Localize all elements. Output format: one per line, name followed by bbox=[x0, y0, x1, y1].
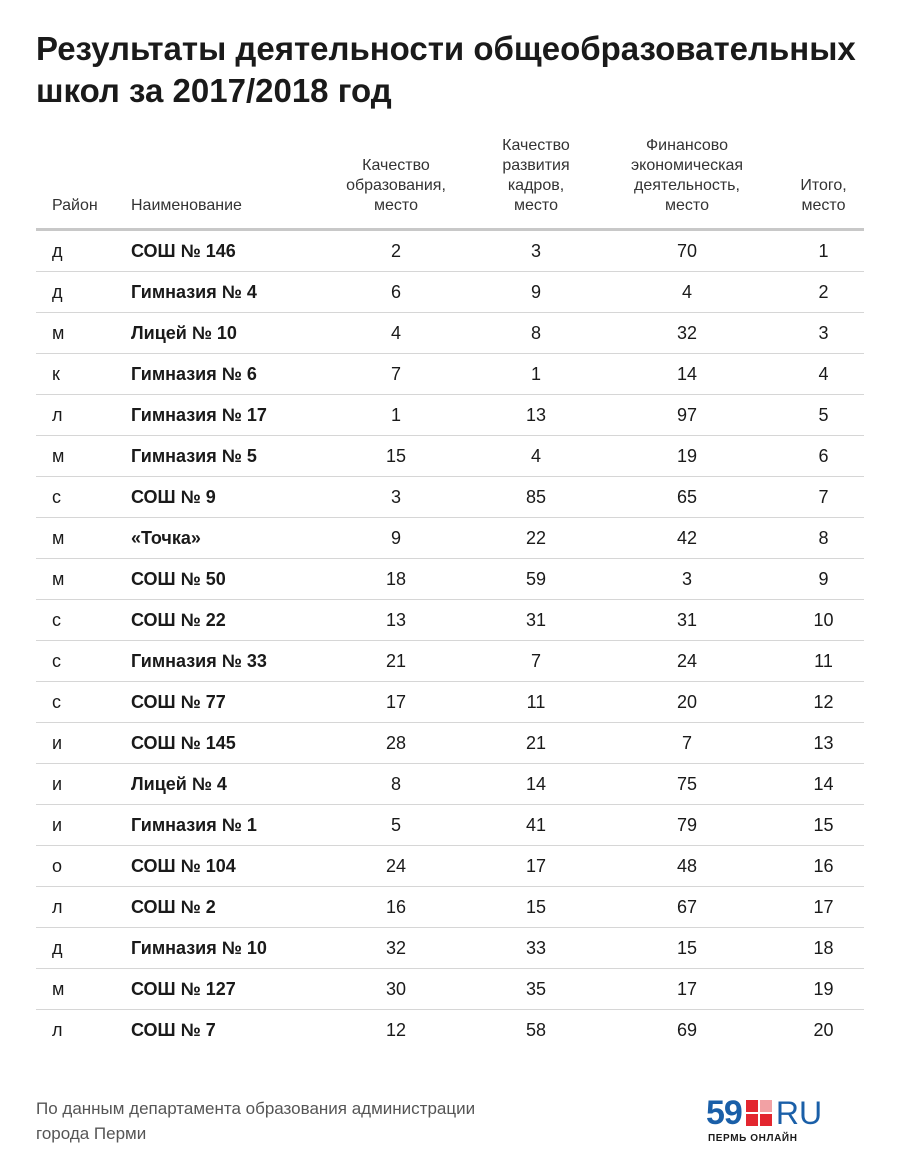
cell-education-quality: 28 bbox=[311, 723, 481, 764]
logo-suffix: RU bbox=[775, 1095, 823, 1131]
logo-square-bl bbox=[746, 1114, 758, 1126]
cell-staff-quality: 7 bbox=[481, 641, 591, 682]
cell-district: м bbox=[36, 436, 131, 477]
cell-name: СОШ № 50 bbox=[131, 559, 311, 600]
cell-district: и bbox=[36, 805, 131, 846]
cell-staff-quality: 15 bbox=[481, 887, 591, 928]
cell-finance: 20 bbox=[591, 682, 783, 723]
cell-education-quality: 16 bbox=[311, 887, 481, 928]
table-row bbox=[36, 723, 864, 764]
cell-education-quality: 15 bbox=[311, 436, 481, 477]
column-header-finance bbox=[591, 130, 783, 230]
cell-finance: 32 bbox=[591, 313, 783, 354]
cell-name: СОШ № 146 bbox=[131, 230, 311, 272]
table-body bbox=[36, 230, 864, 1051]
table-row bbox=[36, 805, 864, 846]
logo-square-tr bbox=[760, 1100, 772, 1112]
cell-name: Гимназия № 5 bbox=[131, 436, 311, 477]
cell-name: СОШ № 22 bbox=[131, 600, 311, 641]
cell-staff-quality: 14 bbox=[481, 764, 591, 805]
cell-finance: 15 bbox=[591, 928, 783, 969]
column-header-name: Наименование bbox=[131, 130, 311, 230]
logo-square-icon bbox=[746, 1100, 772, 1126]
cell-total: 11 bbox=[783, 641, 864, 682]
cell-staff-quality: 58 bbox=[525, 1019, 547, 1040]
cell-name: Гимназия № 10 bbox=[131, 928, 311, 969]
cell-finance: 24 bbox=[591, 641, 783, 682]
cell-district: д bbox=[36, 230, 131, 272]
cell-finance: 48 bbox=[591, 846, 783, 887]
cell-district: с bbox=[36, 477, 131, 518]
cell-education-quality: 5 bbox=[311, 805, 481, 846]
cell-total: 13 bbox=[783, 723, 864, 764]
cell-finance: 75 bbox=[591, 764, 783, 805]
cell-total: 4 bbox=[783, 354, 864, 395]
cell-district: с bbox=[36, 641, 131, 682]
cell-district: с bbox=[36, 682, 131, 723]
cell-name: СОШ № 145 bbox=[131, 723, 311, 764]
cell-name: Гимназия № 4 bbox=[131, 272, 311, 313]
table-row bbox=[36, 928, 864, 969]
table-row bbox=[36, 764, 864, 805]
cell-district: д bbox=[36, 272, 131, 313]
cell-finance: 67 bbox=[591, 887, 783, 928]
cell-total: 3 bbox=[783, 313, 864, 354]
cell-district: л bbox=[52, 1019, 63, 1040]
cell-staff-quality: 41 bbox=[481, 805, 591, 846]
cell-finance: 4 bbox=[591, 272, 783, 313]
cell-education-quality: 7 bbox=[311, 354, 481, 395]
cell-name: СОШ № 104 bbox=[131, 846, 311, 887]
cell-staff-quality: 13 bbox=[481, 395, 591, 436]
cell-total: 19 bbox=[783, 969, 864, 1010]
cell-total: 20 bbox=[813, 1019, 834, 1040]
cell-district: л bbox=[36, 887, 131, 928]
cell-total: 5 bbox=[783, 395, 864, 436]
cell-staff-quality: 85 bbox=[481, 477, 591, 518]
table-row bbox=[36, 395, 864, 436]
cell-finance: 97 bbox=[591, 395, 783, 436]
table-header-row bbox=[36, 130, 864, 230]
cell-education-quality: 3 bbox=[311, 477, 481, 518]
cell-education-quality: 21 bbox=[311, 641, 481, 682]
cell-name: СОШ № 77 bbox=[131, 682, 311, 723]
cell-district: о bbox=[36, 846, 131, 887]
cell-total: 12 bbox=[783, 682, 864, 723]
logo-square-br bbox=[760, 1114, 772, 1126]
cell-total: 9 bbox=[783, 559, 864, 600]
cell-total: 7 bbox=[783, 477, 864, 518]
cell-education-quality: 2 bbox=[311, 230, 481, 272]
cell-education-quality: 9 bbox=[311, 518, 481, 559]
table-row bbox=[36, 641, 864, 682]
cell-total: 10 bbox=[783, 600, 864, 641]
column-header-total-text: Итого, место bbox=[800, 177, 847, 214]
table-row bbox=[36, 600, 864, 641]
cell-district: д bbox=[36, 928, 131, 969]
cell-finance: 70 bbox=[591, 230, 783, 272]
results-table bbox=[36, 130, 864, 1050]
cell-total: 14 bbox=[783, 764, 864, 805]
cell-finance: 65 bbox=[591, 477, 783, 518]
cell-finance: 14 bbox=[591, 354, 783, 395]
column-header-staff-quality bbox=[481, 130, 591, 230]
cell-education-quality: 13 bbox=[311, 600, 481, 641]
cell-education-quality: 8 bbox=[311, 764, 481, 805]
column-header-finance-text: Финансово экономическая деятельность, место bbox=[630, 137, 744, 214]
cell-finance: 19 bbox=[591, 436, 783, 477]
cell-district: к bbox=[36, 354, 131, 395]
table-row bbox=[36, 436, 864, 477]
cell-finance: 79 bbox=[591, 805, 783, 846]
logo-tagline: ПЕРМЬ ОНЛАЙН bbox=[708, 1133, 798, 1144]
table-row bbox=[36, 518, 864, 559]
cell-staff-quality: 33 bbox=[481, 928, 591, 969]
cell-finance: 7 bbox=[591, 723, 783, 764]
cell-staff-quality: 17 bbox=[481, 846, 591, 887]
results-table-container bbox=[36, 130, 864, 1050]
table-row bbox=[36, 313, 864, 354]
cell-staff-quality: 35 bbox=[481, 969, 591, 1010]
cell-name: Гимназия № 6 bbox=[131, 354, 311, 395]
cell-education-quality: 6 bbox=[311, 272, 481, 313]
cell-finance: 69 bbox=[676, 1019, 698, 1040]
cell-district: и bbox=[36, 723, 131, 764]
cell-total: 17 bbox=[783, 887, 864, 928]
table-row bbox=[36, 682, 864, 723]
table-row bbox=[36, 887, 864, 928]
cell-finance: 31 bbox=[591, 600, 783, 641]
cell-name: Гимназия № 17 bbox=[131, 395, 311, 436]
table-row bbox=[36, 272, 864, 313]
column-header-education-quality bbox=[311, 130, 481, 230]
cell-name: Гимназия № 33 bbox=[131, 641, 311, 682]
cell-district: м bbox=[36, 559, 131, 600]
logo-square-tl bbox=[746, 1100, 758, 1112]
cell-staff-quality: 21 bbox=[481, 723, 591, 764]
cell-total: 16 bbox=[783, 846, 864, 887]
cell-finance: 42 bbox=[591, 518, 783, 559]
table-row bbox=[36, 846, 864, 887]
source-note: По данным департамента образования администрации города Перми bbox=[36, 1099, 476, 1143]
chart-title: Результаты деятельности общеобразовательных школ за 2017/2018 год bbox=[36, 30, 856, 109]
cell-total: 15 bbox=[783, 805, 864, 846]
cell-staff-quality: 59 bbox=[481, 559, 591, 600]
cell-education-quality: 1 bbox=[311, 395, 481, 436]
cell-name: СОШ № 2 bbox=[131, 887, 311, 928]
cell-name: СОШ № 9 bbox=[131, 477, 311, 518]
cell-total: 18 bbox=[783, 928, 864, 969]
table-row bbox=[36, 1010, 864, 1051]
cell-staff-quality: 4 bbox=[481, 436, 591, 477]
cell-name: «Точка» bbox=[131, 518, 311, 559]
site-logo[interactable] bbox=[706, 1096, 866, 1148]
cell-district: и bbox=[36, 764, 131, 805]
cell-district: л bbox=[36, 395, 131, 436]
column-header-education-quality-text: Качество образования, место bbox=[346, 157, 446, 214]
cell-staff-quality: 11 bbox=[481, 682, 591, 723]
cell-finance: 3 bbox=[591, 559, 783, 600]
cell-total: 6 bbox=[783, 436, 864, 477]
logo-number: 59 bbox=[706, 1094, 742, 1132]
cell-district: м bbox=[36, 969, 131, 1010]
cell-total: 8 bbox=[783, 518, 864, 559]
cell-staff-quality: 1 bbox=[481, 354, 591, 395]
cell-staff-quality: 9 bbox=[481, 272, 591, 313]
cell-staff-quality: 31 bbox=[481, 600, 591, 641]
cell-education-quality: 4 bbox=[311, 313, 481, 354]
column-header-staff-quality-text: Качество развития кадров, место bbox=[502, 137, 570, 214]
cell-staff-quality: 8 bbox=[481, 313, 591, 354]
cell-education-quality: 17 bbox=[311, 682, 481, 723]
cell-education-quality: 30 bbox=[311, 969, 481, 1010]
cell-education-quality: 12 bbox=[385, 1019, 407, 1040]
table-row bbox=[36, 969, 864, 1010]
cell-education-quality: 18 bbox=[311, 559, 481, 600]
table-row bbox=[36, 559, 864, 600]
table-row bbox=[36, 230, 864, 272]
column-header-district: Район bbox=[36, 130, 131, 230]
logo-wordmark bbox=[706, 1096, 822, 1130]
column-header-total bbox=[783, 130, 864, 230]
table-row bbox=[36, 477, 864, 518]
cell-staff-quality: 22 bbox=[481, 518, 591, 559]
cell-total: 2 bbox=[783, 272, 864, 313]
cell-name: СОШ № 7 bbox=[131, 1019, 216, 1040]
cell-district: м bbox=[36, 518, 131, 559]
cell-district: м bbox=[36, 313, 131, 354]
cell-education-quality: 24 bbox=[311, 846, 481, 887]
cell-name: Лицей № 10 bbox=[131, 313, 311, 354]
cell-education-quality: 32 bbox=[311, 928, 481, 969]
cell-total: 1 bbox=[783, 230, 864, 272]
cell-name: СОШ № 127 bbox=[131, 969, 311, 1010]
table-row bbox=[36, 354, 864, 395]
cell-name: Гимназия № 1 bbox=[131, 805, 311, 846]
cell-finance: 17 bbox=[591, 969, 783, 1010]
cell-name: Лицей № 4 bbox=[131, 764, 311, 805]
cell-staff-quality: 3 bbox=[481, 230, 591, 272]
cell-district: с bbox=[36, 600, 131, 641]
